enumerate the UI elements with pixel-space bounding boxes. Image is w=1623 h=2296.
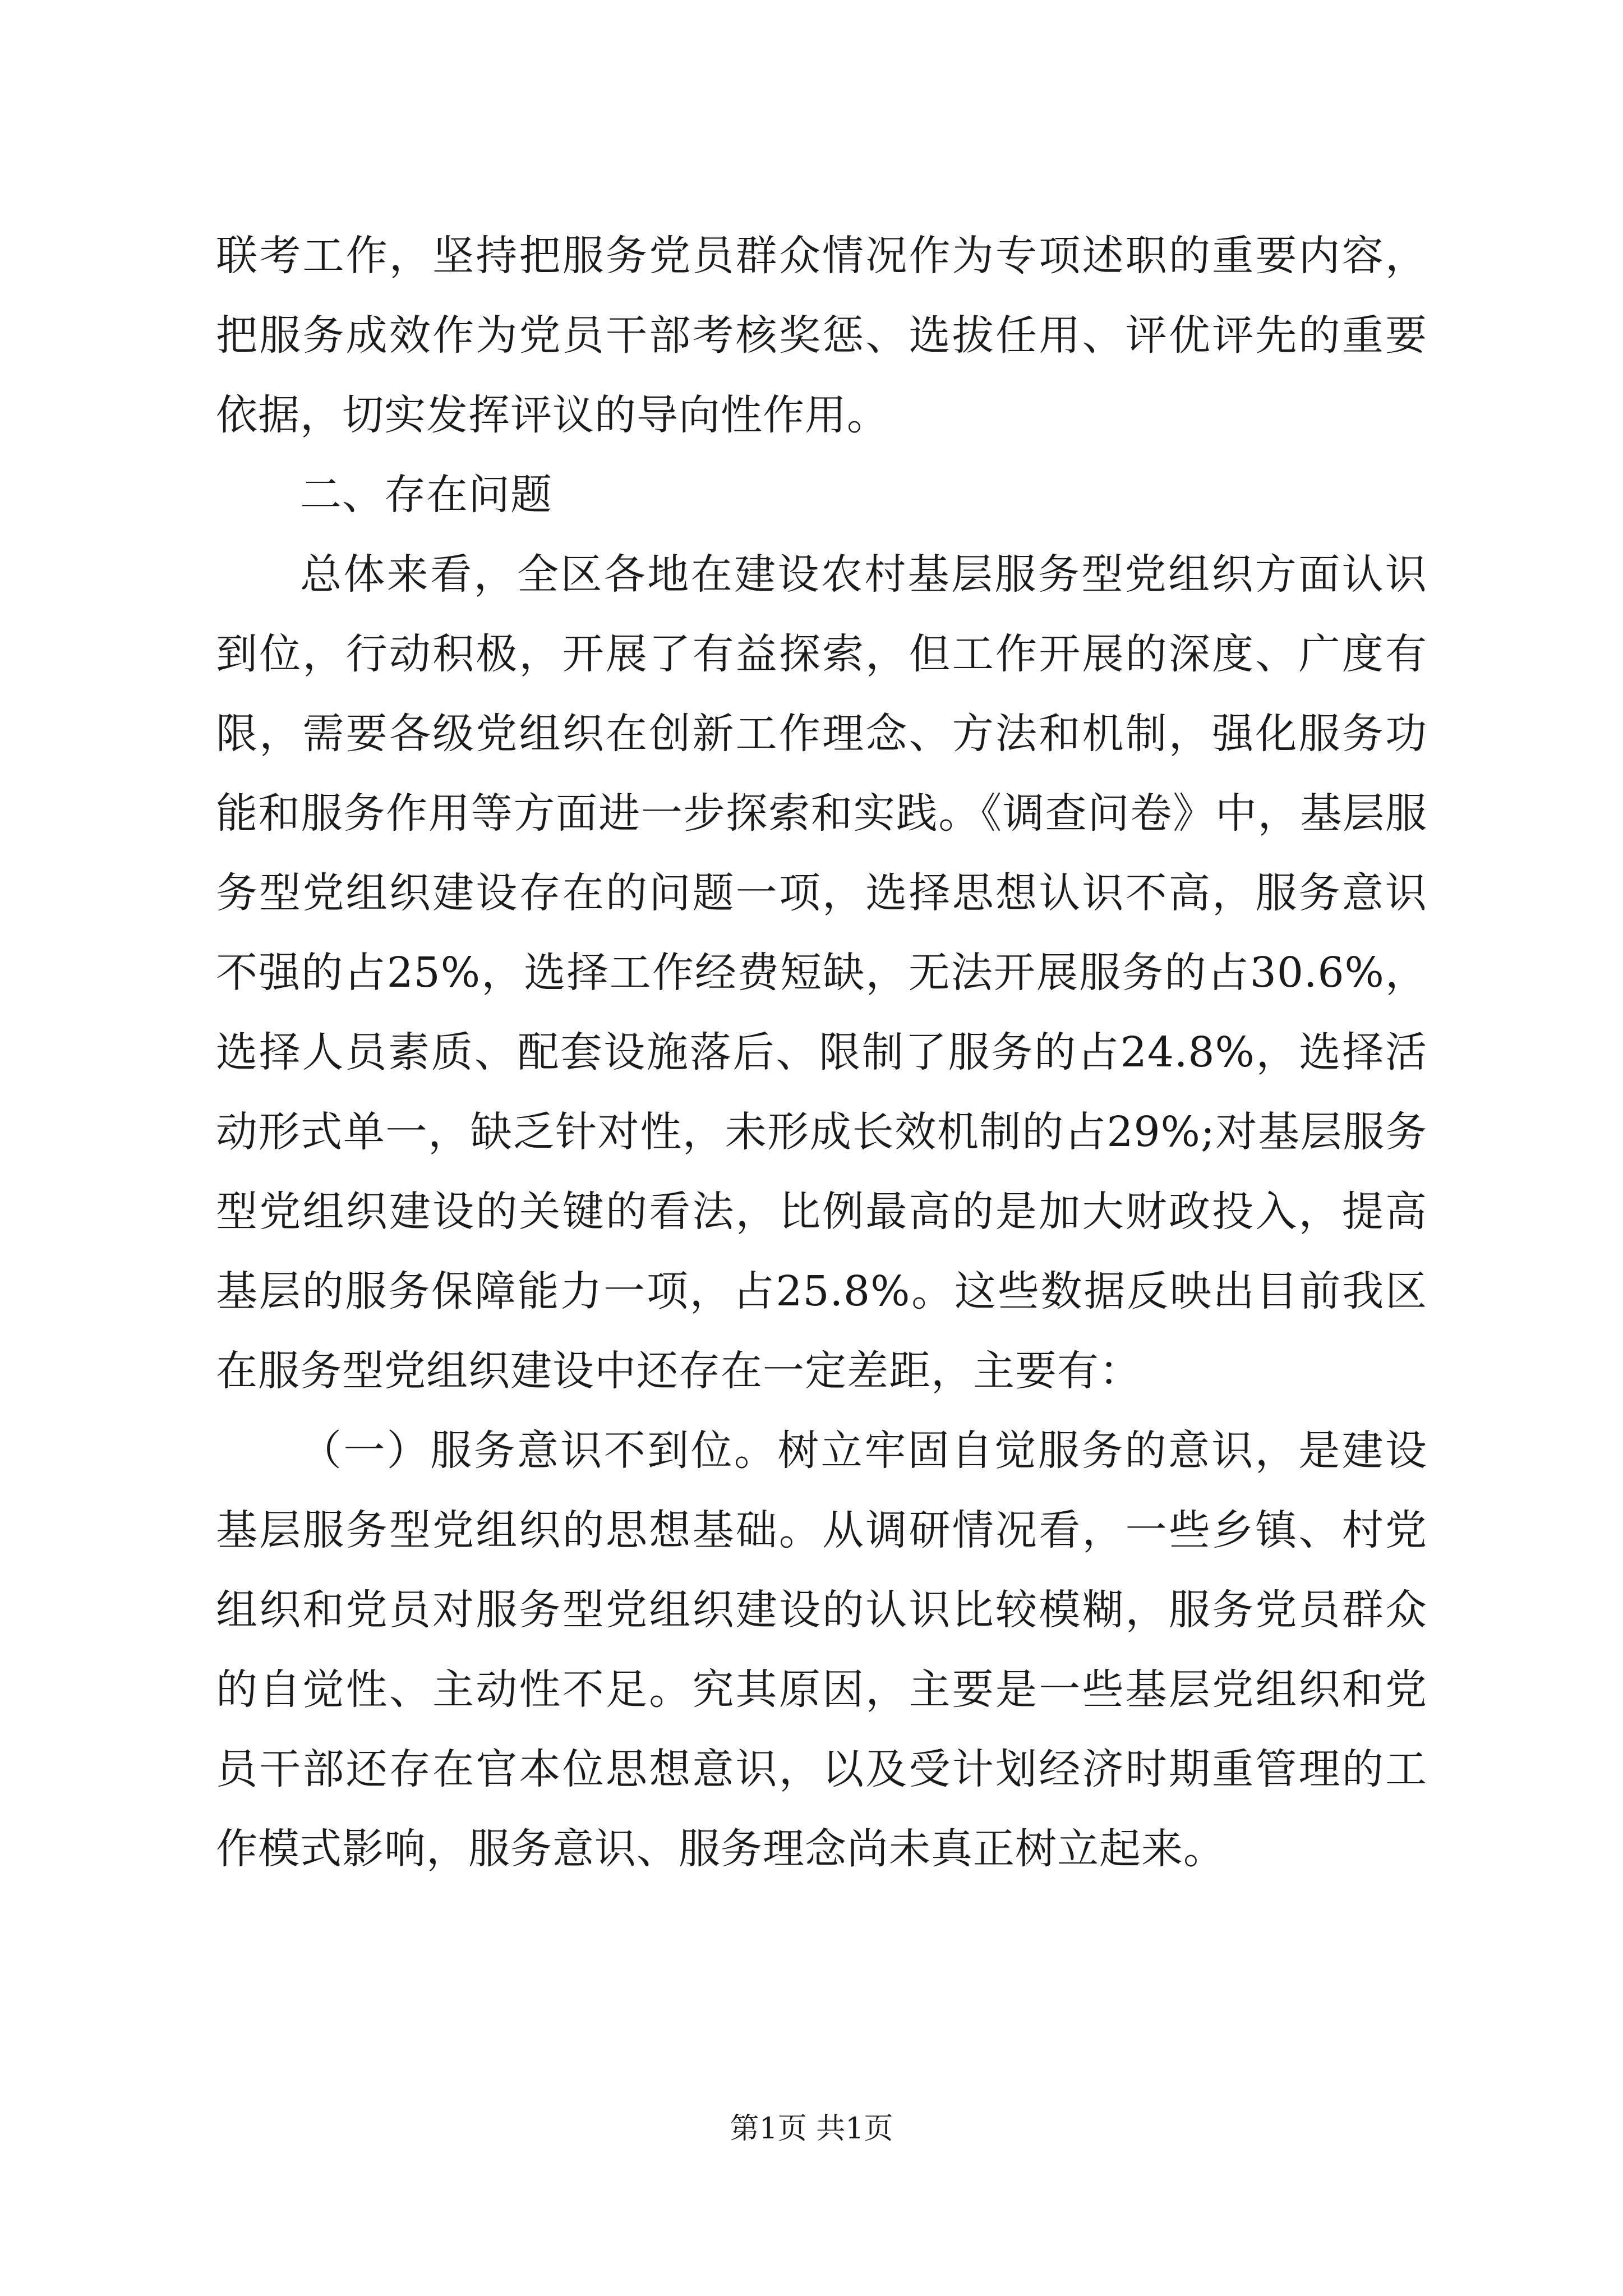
- paragraph-subsection-one: （一）服务意识不到位。树立牢固自觉服务的意识，是建设基层服务型党组织的思想基础。从调研情况看，一些乡镇、村党组织和党员对服务型党组织建设的认识比较模糊，服务党员群众的自觉性、主动性不足。究其原因，主要是一些基层党组织和党员干部还存在官本位思想意识，以及受计划经济时期重管理的工作模式影响，服务意识、服务理念尚未真正树立起来。: [216, 1427, 1427, 1873]
- document-body: [216, 216, 1427, 1889]
- section-heading: 二、存在问题: [300, 471, 552, 519]
- page-footer: 第1页 共1页: [730, 2112, 893, 2146]
- paragraph-overview: 总体来看，全区各地在建设农村基层服务型党组织方面认识到位，行动积极，开展了有益探索，但工作开展的深度、广度有限，需要各级党组织在创新工作理念、方法和机制，强化服务功能和服务作用等方面进一步探索和实践。《调查问卷》中，基层服务型党组织建设存在的问题一项，选择思想认识不高，服务意识不强的占25%，选择工作经费短缺，无法开展服务的占30.6%，选择人员素质、配套设施落后、限制了服务的占24.8%，选择活动形式单一，缺乏针对性，未形成长效机制的占29%;对基层服务型党组织建设的关键的看法，比例最高的是加大财政投入，提高基层的服务保障能力一项，占25.8%。这些数据反映出目前我区在服务型党组织建设中还存在一定差距，主要有：: [216, 550, 1427, 1395]
- paragraph-continuation: 联考工作，坚持把服务党员群众情况作为专项述职的重要内容，把服务成效作为党员干部考核奖惩、选拔任用、评优评先的重要依据，切实发挥评议的导向性作用。: [216, 232, 1427, 439]
